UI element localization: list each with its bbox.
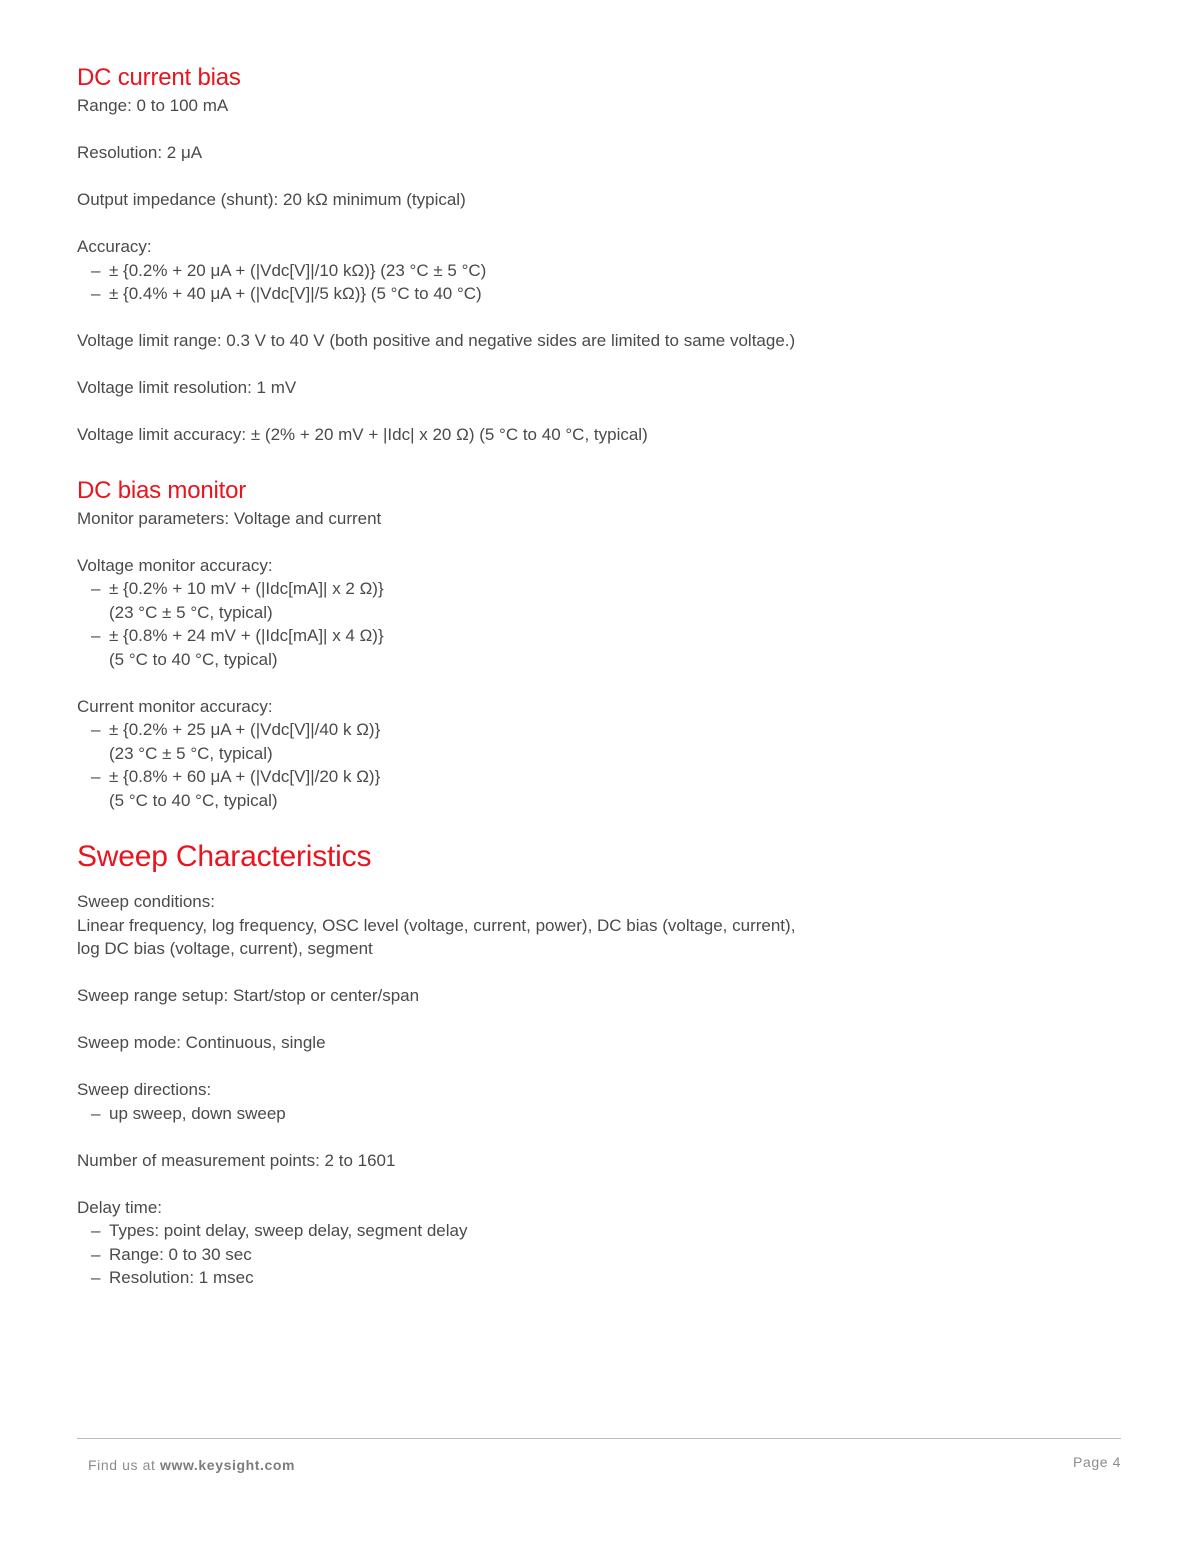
dc-current-resolution: Resolution: 2 μA (77, 143, 203, 162)
list-item: – Range: 0 to 30 sec (91, 1244, 252, 1264)
sweep-conditions-line1: Linear frequency, log frequency, OSC level (voltage, current, power), DC bias (voltage, current), (77, 915, 796, 935)
sweep-directions-list (77, 1102, 1121, 1126)
section-heading-dc-bias-monitor: DC bias monitor (77, 476, 247, 504)
list-item: – ± {0.8% + 60 μA + (|Vdc[V]|/20 k Ω)} (5 °C to 40 °C, typical) (91, 767, 381, 810)
delay-time-label: Delay time: (77, 1197, 163, 1217)
section-heading-sweep-characteristics: Sweep Characteristics (77, 840, 372, 873)
list-item: – ± {0.2% + 20 μA + (|Vdc[V]|/10 kΩ)} (23 °C ± 5 °C) (91, 260, 487, 280)
list-item: – up sweep, down sweep (91, 1103, 286, 1123)
footer-find-us-label: Find us at (88, 1457, 156, 1473)
voltage-limit-range: Voltage limit range: 0.3 V to 40 V (both positive and negative sides are limited to same voltage.) (77, 331, 796, 350)
voltage-limit-resolution: Voltage limit resolution: 1 mV (77, 378, 297, 397)
voltage-monitor-accuracy-list (77, 577, 1121, 671)
current-monitor-accuracy-label: Current monitor accuracy: (77, 696, 273, 716)
list-item: – ± {0.4% + 40 μA + (|Vdc[V]|/5 kΩ)} (5 °C to 40 °C) (91, 284, 482, 303)
section-heading-dc-current-bias: DC current bias (77, 64, 241, 91)
monitor-parameters: Monitor parameters: Voltage and current (77, 508, 382, 528)
footer-url-link[interactable]: www.keysight.com (159, 1457, 296, 1473)
document-page (77, 62, 1121, 1290)
list-item: – ± {0.2% + 10 mV + (|Idc[mA]| x 2 Ω)} (23 °C ± 5 °C, typical) (91, 579, 384, 622)
sweep-directions-label: Sweep directions: (77, 1080, 212, 1099)
footer-divider (77, 1438, 1121, 1439)
dc-current-range: Range: 0 to 100 mA (77, 96, 229, 115)
dc-current-accuracy-list (77, 259, 1121, 306)
list-item: – ± {0.8% + 24 mV + (|Idc[mA]| x 4 Ω)} (5 °C to 40 °C, typical) (91, 626, 384, 669)
page-number: Page 4 (1073, 1454, 1121, 1470)
dc-current-accuracy-label: Accuracy: (77, 237, 152, 256)
list-item: – Types: point delay, sweep delay, segment delay (91, 1221, 468, 1240)
footer-find-us (88, 1457, 295, 1473)
list-item: – ± {0.2% + 25 μA + (|Vdc[V]|/40 k Ω)} (23 °C ± 5 °C, typical) (91, 720, 381, 763)
delay-time-list (77, 1219, 1121, 1290)
sweep-conditions-line2: log DC bias (voltage, current), segment (77, 939, 373, 958)
sweep-conditions-label: Sweep conditions: (77, 892, 215, 911)
measurement-points: Number of measurement points: 2 to 1601 (77, 1150, 396, 1170)
list-item: – Resolution: 1 msec (91, 1268, 254, 1287)
voltage-monitor-accuracy-label: Voltage monitor accuracy: (77, 555, 273, 575)
voltage-limit-accuracy: Voltage limit accuracy: ± (2% + 20 mV + |Idc| x 20 Ω) (5 °C to 40 °C, typical) (77, 425, 648, 444)
dc-current-output-impedance: Output impedance (shunt): 20 kΩ minimum (typical) (77, 190, 466, 209)
sweep-mode: Sweep mode: Continuous, single (77, 1033, 326, 1052)
current-monitor-accuracy-list (77, 718, 1121, 812)
sweep-range-setup: Sweep range setup: Start/stop or center/span (77, 986, 420, 1005)
